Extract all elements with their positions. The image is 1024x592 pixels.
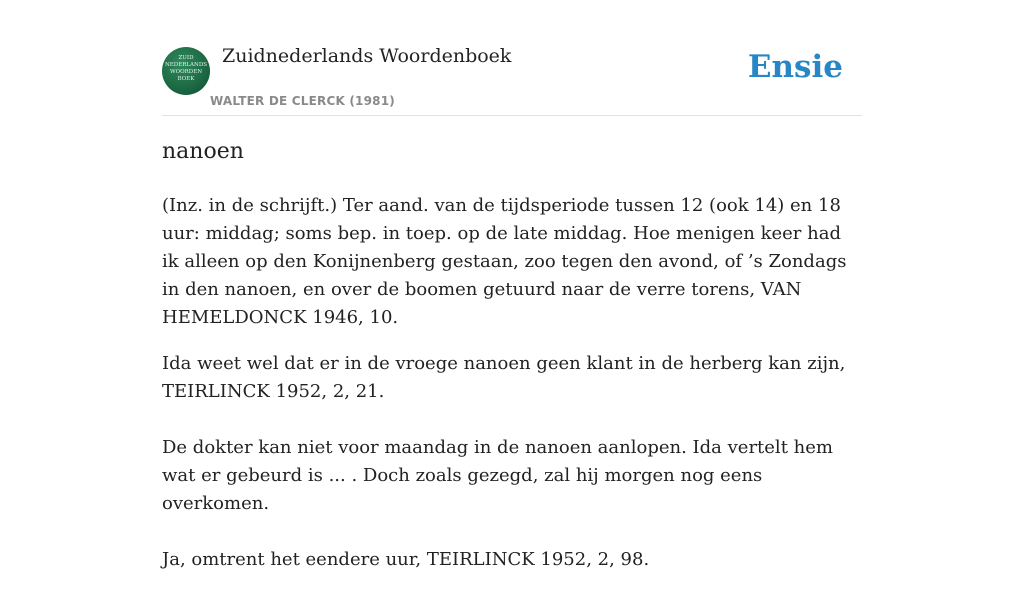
content-container (162, 0, 862, 570)
dictionary-logo[interactable] (162, 47, 210, 95)
quotation-paragraph: Ida weet wel dat er in de vroege nanoen geen klant in de herberg kan zijn, TEIRLINCK 1952, 2, 21. (162, 353, 846, 402)
entry-headword: nanoen (162, 139, 244, 164)
logo-text-line: ZUID (178, 55, 194, 61)
brand-logo-link[interactable]: Ensie (747, 49, 843, 85)
logo-text-line: WOORDEN (169, 69, 203, 75)
dictionary-title[interactable]: Zuidnederlands Woordenboek (222, 45, 512, 67)
book-cover-icon (162, 47, 210, 95)
definition-paragraph: (Inz. in de schrijft.) Ter aand. van de tijdsperiode tussen 12 (ook 14) en 18 uur: middag; soms bep. in toep. op de late middag. Hoe menigen keer had ik alleen op den Konijnenberg gestaan, zoo tegen den avond, of ’s Zondags in den nanoen, en over de boomen getuurd naar de verre torens, VAN HEMELDONCK 1946, 10. (162, 195, 847, 328)
dictionary-header (162, 0, 862, 116)
logo-text-line: BOEK (177, 76, 195, 82)
logo-text-line: NEDERLANDS (164, 62, 208, 68)
entry-definition (162, 192, 862, 592)
dictionary-author: WALTER DE CLERCK (1981) (210, 94, 395, 108)
quotation-paragraph: Ja, omtrent het eendere uur, TEIRLINCK 1952, 2, 98. (162, 549, 650, 570)
quotation-paragraph: De dokter kan niet voor maandag in de nanoen aanlopen. Ida vertelt hem wat er gebeurd is ... . Doch zoals gezegd, zal hij morgen nog eens overkomen. (162, 437, 833, 514)
